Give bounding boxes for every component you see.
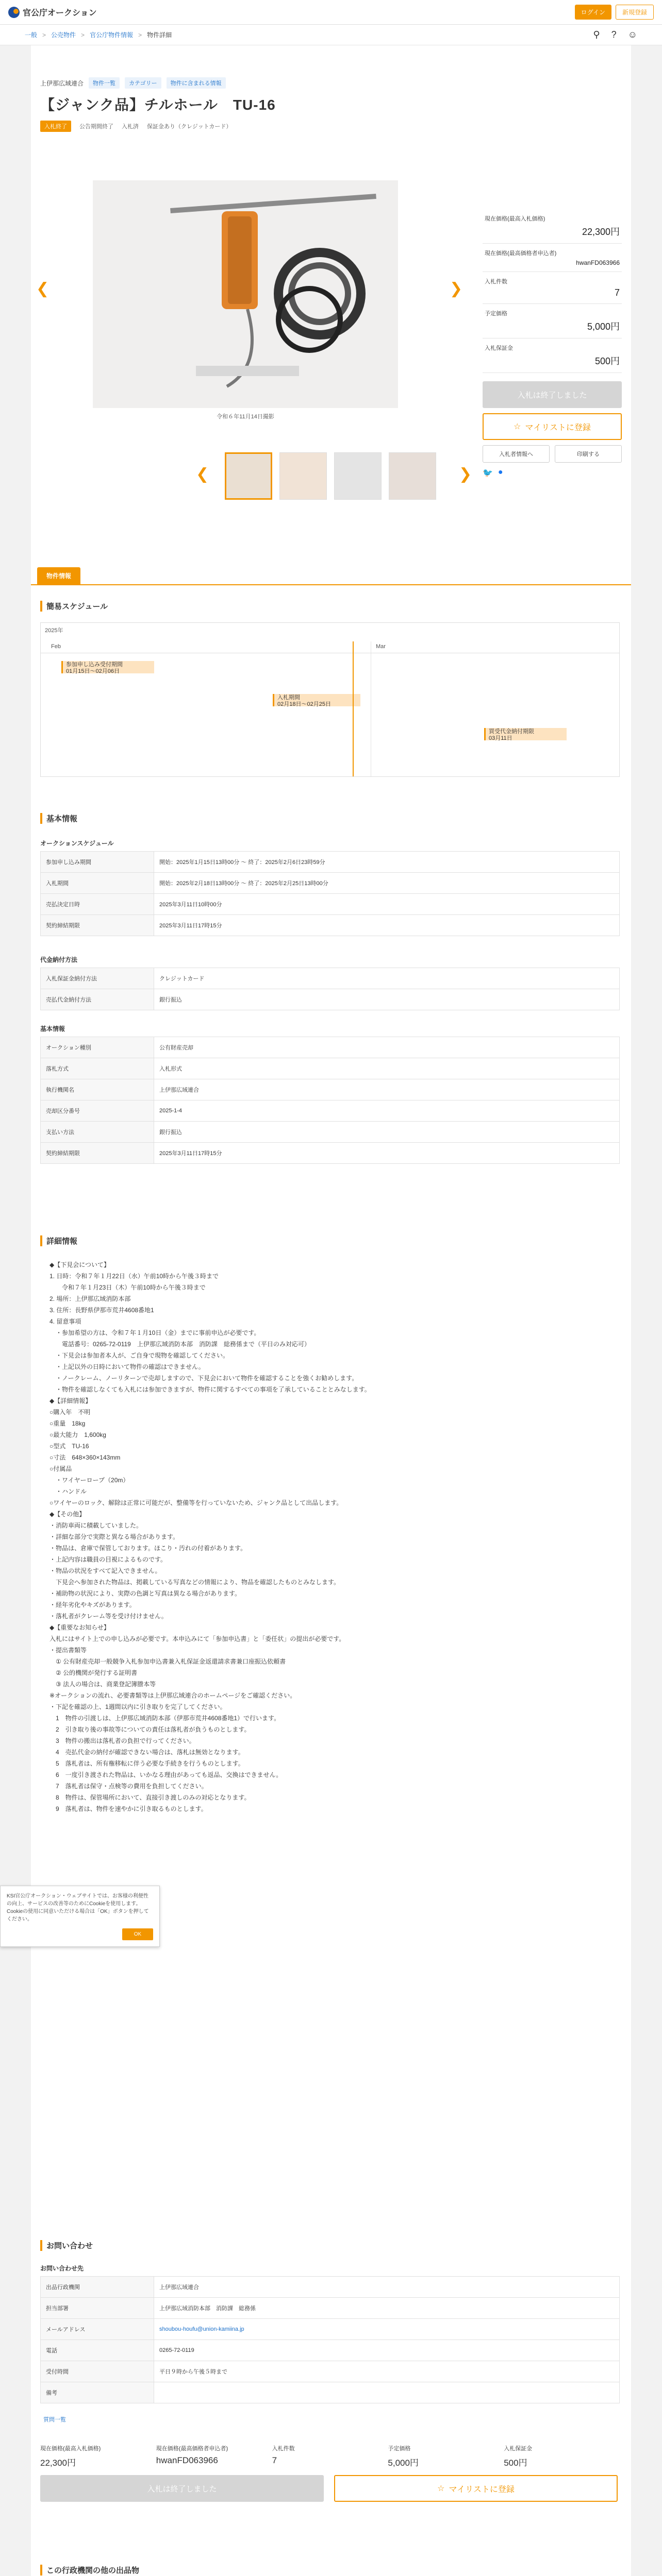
basic-table bbox=[40, 1037, 620, 1164]
table-key: 担当部署 bbox=[41, 2298, 154, 2319]
basic-info-section bbox=[31, 808, 631, 1220]
status-badge: 入札終了 bbox=[40, 121, 71, 132]
table-key: オークション種別 bbox=[41, 1037, 154, 1058]
gantt-bar-application bbox=[61, 661, 154, 673]
table-key: メールアドレス bbox=[41, 2319, 154, 2340]
bidder-value: hwanFD063966 bbox=[576, 259, 620, 266]
meta-label: 保証金あり（クレジットカード） bbox=[147, 124, 232, 130]
table-key: 契約締結期限 bbox=[41, 915, 154, 936]
site-name: 官公庁オークション bbox=[23, 9, 97, 18]
group-title: オークションスケジュール bbox=[40, 840, 114, 847]
mylist-label: マイリストに登録 bbox=[449, 2485, 515, 2494]
cookie-text: KSI官公庁オークション・ウェブサイトでは、お客様の利便性の向上、サービスの改善等のためにCookieを使用します。Cookieの使用に同意いただける場合は「OK」ボタンを押してください。 bbox=[7, 1893, 149, 1922]
table-value: 0265-72-0119 bbox=[154, 2340, 620, 2361]
table-value: クレジットカード bbox=[154, 968, 620, 989]
table-key: 売払代金納付方法 bbox=[41, 989, 154, 1010]
deposit-row bbox=[483, 338, 622, 373]
summary-value: 22,300円 bbox=[40, 2458, 76, 2468]
user-icon[interactable]: ☺ bbox=[627, 29, 637, 40]
schedule-section bbox=[31, 591, 631, 792]
group-title: 代金納付方法 bbox=[40, 956, 78, 963]
table-value: 入札形式 bbox=[154, 1058, 620, 1079]
summary-value: hwanFD063966 bbox=[156, 2455, 218, 2465]
thumbnail[interactable] bbox=[389, 452, 436, 500]
summary-label: 現在価格(最高入札価格) bbox=[40, 2446, 101, 2452]
section-title: 簡易スケジュール bbox=[40, 601, 108, 612]
table-key: 落札方式 bbox=[41, 1058, 154, 1079]
table-value: 平日９時から午後５時まで bbox=[154, 2361, 620, 2382]
chevron-left-icon[interactable]: ❮ bbox=[36, 280, 49, 297]
other-items-section bbox=[31, 2560, 631, 2576]
section-title: お問い合わせ bbox=[40, 2240, 93, 2251]
summary-value: 7 bbox=[272, 2455, 277, 2465]
meta-label: 公告期間終了 bbox=[79, 124, 113, 130]
cookie-ok-button[interactable]: OK bbox=[122, 1928, 153, 1940]
bid-closed-button[interactable]: 入札は終了しました bbox=[40, 2475, 324, 2502]
mylist-label: マイリストに登録 bbox=[525, 423, 591, 432]
summary-item bbox=[272, 2444, 388, 2468]
payment-table bbox=[40, 968, 620, 1010]
meta-label: 入札済 bbox=[122, 124, 139, 130]
breadcrumb: 一般 > 公売物件 > 官公庁物件情報 > 物件詳細 ⚲ ? ☺ bbox=[0, 25, 662, 45]
table-value: 銀行振込 bbox=[154, 1122, 620, 1143]
bid-count-row bbox=[483, 272, 622, 304]
table-key: 出品行政機関 bbox=[41, 2277, 154, 2298]
star-icon: ☆ bbox=[514, 422, 521, 431]
table-key: 参加申し込み期間 bbox=[41, 852, 154, 873]
site-logo[interactable] bbox=[8, 6, 97, 18]
breadcrumb-item[interactable]: 官公庁物件情報 bbox=[90, 31, 134, 39]
section-title: 詳細情報 bbox=[40, 1235, 77, 1246]
group-title: 基本情報 bbox=[40, 1025, 65, 1032]
bidder-label: 現在価格(最高価格者申込者) bbox=[485, 250, 557, 257]
summary-item bbox=[40, 2444, 156, 2468]
summary-label: 入札保証金 bbox=[504, 2446, 533, 2452]
section-title: 基本情報 bbox=[40, 813, 77, 824]
org-name: 上伊那広域連合 bbox=[40, 79, 84, 87]
print-link[interactable]: 印刷する bbox=[555, 445, 622, 463]
summary-label: 入札件数 bbox=[272, 2446, 295, 2452]
schedule-gantt bbox=[40, 622, 620, 777]
table-value: 上伊那広域連合 bbox=[154, 1079, 620, 1100]
table-key: 入札期間 bbox=[41, 873, 154, 894]
group-title: お問い合わせ先 bbox=[40, 2265, 84, 2272]
table-value: 2025年3月11日17時15分 bbox=[154, 1143, 620, 1164]
table-value bbox=[154, 2382, 620, 2403]
cookie-banner bbox=[0, 1886, 160, 1947]
inquiry-section bbox=[31, 2235, 631, 2441]
bid-summary-bar bbox=[31, 2426, 631, 2518]
summary-item bbox=[388, 2444, 504, 2468]
price-row bbox=[483, 209, 622, 244]
gantt-year: 2025年 bbox=[45, 628, 63, 634]
summary-value: 500円 bbox=[504, 2458, 527, 2468]
category-chip[interactable]: カテゴリー bbox=[125, 77, 161, 89]
table-value: 2025-1-4 bbox=[154, 1100, 620, 1122]
gantt-bar-label: 参加申し込み受付期間 bbox=[66, 662, 123, 668]
gantt-bar-bidding bbox=[273, 694, 360, 706]
gantt-bar-range: 03月11日 bbox=[489, 735, 512, 741]
summary-item bbox=[504, 2444, 620, 2468]
main-photo bbox=[93, 180, 398, 408]
thumbnail[interactable] bbox=[279, 452, 327, 500]
table-value: 開始：2025年2月18日13時00分 ～ 終了：2025年2月25日13時00分 bbox=[154, 873, 620, 894]
category-chip[interactable]: 物件に含まれる情報 bbox=[167, 77, 226, 89]
page-title: 【ジャンク品】チルホール TU-16 bbox=[40, 97, 276, 113]
table-value: 2025年3月11日10時00分 bbox=[154, 894, 620, 915]
price-label: 現在価格(最高入札価格) bbox=[485, 216, 545, 222]
summary-value: 5,000円 bbox=[388, 2458, 419, 2468]
summary-item bbox=[156, 2444, 272, 2468]
bid-closed-button[interactable]: 入札は終了しました bbox=[483, 381, 622, 408]
table-value: 公有財産売却 bbox=[154, 1037, 620, 1058]
thumbnail-strip bbox=[225, 452, 436, 500]
photo-caption: 令和６年11月14日撮影 bbox=[217, 414, 274, 420]
register-button[interactable]: 新規登録 bbox=[616, 5, 654, 20]
table-key: 入札保証金納付方法 bbox=[41, 968, 154, 989]
thumbnail[interactable] bbox=[334, 452, 382, 500]
bidder-row bbox=[483, 244, 622, 272]
star-icon: ☆ bbox=[437, 2484, 445, 2493]
gantt-bar-payment bbox=[484, 728, 567, 740]
inquiry-table bbox=[40, 2276, 620, 2403]
reserve-value: 5,000円 bbox=[587, 321, 620, 332]
price-panel bbox=[483, 209, 622, 478]
winch-photo bbox=[93, 180, 398, 408]
bidder-info-link[interactable]: 入札者情報へ bbox=[483, 445, 550, 463]
gantt-bar-range: 02月18日～02月25日 bbox=[277, 701, 331, 707]
main-content bbox=[31, 45, 631, 2576]
summary-label: 予定価格 bbox=[388, 2446, 411, 2452]
table-value: 開始：2025年1月15日13時00分 ～ 終了：2025年2月6日23時59分 bbox=[154, 852, 620, 873]
table-key: 備考 bbox=[41, 2382, 154, 2403]
today-marker bbox=[353, 641, 354, 776]
logo-mark-icon bbox=[8, 7, 20, 18]
add-mylist-button[interactable] bbox=[483, 413, 622, 440]
table-value: 上伊那広域消防本部 消防課 総務係 bbox=[154, 2298, 620, 2319]
facebook-icon[interactable]: ● bbox=[498, 468, 503, 477]
email-link[interactable]: shoubou-houfu@union-kamiina.jp bbox=[159, 2326, 244, 2332]
twitter-icon[interactable]: 🐦 bbox=[483, 469, 493, 478]
help-icon[interactable]: ? bbox=[611, 29, 617, 40]
section-title: この行政機関の他の出品物 bbox=[40, 2565, 139, 2575]
thumb-prev-icon[interactable]: ❮ bbox=[196, 466, 209, 483]
category-chip[interactable]: 物件一覧 bbox=[89, 77, 120, 89]
table-key: 売却区分番号 bbox=[41, 1100, 154, 1122]
chevron-right-icon[interactable]: ❯ bbox=[450, 280, 463, 297]
gantt-bar-label: 入札期間 bbox=[277, 694, 300, 701]
question-list-link[interactable]: 質問一覧 bbox=[43, 2417, 66, 2423]
search-icon[interactable]: ⚲ bbox=[593, 29, 600, 40]
table-key: 支払い方法 bbox=[41, 1122, 154, 1143]
breadcrumb-item[interactable]: 公売物件 bbox=[51, 31, 76, 39]
thumbnail[interactable] bbox=[225, 452, 272, 500]
deposit-label: 入札保証金 bbox=[485, 345, 513, 351]
site-header bbox=[0, 0, 662, 25]
table-key: 受付時間 bbox=[41, 2361, 154, 2382]
reserve-label: 予定価格 bbox=[485, 311, 507, 317]
login-button[interactable]: ログイン bbox=[575, 5, 611, 20]
thumb-next-icon[interactable]: ❯ bbox=[459, 466, 472, 483]
price-value: 22,300円 bbox=[582, 227, 620, 237]
deposit-value: 500円 bbox=[594, 356, 620, 366]
gantt-bar-range: 01月15日～02月06日 bbox=[66, 668, 120, 674]
table-key: 売払決定日時 bbox=[41, 894, 154, 915]
breadcrumb-current: 物件詳細 bbox=[147, 31, 172, 39]
summary-label: 現在価格(最高価格者申込者) bbox=[156, 2446, 228, 2452]
add-mylist-button[interactable] bbox=[334, 2475, 618, 2502]
breadcrumb-item[interactable]: 一般 bbox=[25, 31, 38, 39]
tab-item-info[interactable]: 物件情報 bbox=[37, 567, 80, 584]
table-value: 銀行振込 bbox=[154, 989, 620, 1010]
tab-bar bbox=[31, 565, 631, 585]
table-key: 電話 bbox=[41, 2340, 154, 2361]
table-key: 執行機関名 bbox=[41, 1079, 154, 1100]
gantt-month: Mar bbox=[376, 643, 386, 650]
table-value: 上伊那広域連合 bbox=[154, 2277, 620, 2298]
detail-text: ◆【下見会について】 1. 日時：令和７年１月22日（水）午前10時から午後３時まで 令和７年１月23日（木）午前10時から午後３時まで 2. 場所：上伊那広域消防本部 3. 住所：長野県伊那市荒井4608番地1 4. 留意事項 ・参加希望の方は、令和７年１月10日（金）までに事前申込が必要です。 電話番号：0265-72-0119 上伊那広域消防本部 消防課 総務係まで（平日のみ対応可） ・下見会は参加者本人が、ご自身で現物を確認してください。 ・上記以外の日時において物件の確認はできません。 ・ノークレーム、ノーリターンで売却しますので、下見会において物件を確認することを強くお勧めします。 ・物件を確認しなくても入札には参加できますが、物件に関するすべての事項を了承していることとみなします。 ◆【詳細情報】 ○購入年 不明 ○重量 18kg ○最大能力 1,600kg ○型式 TU-16 ○寸法 648×360×143mm ○付属品 ・ワイヤーロープ（20m） ・ハンドル ○ワイヤーのロック、解除は正常に可能だが、整備等を行っていないため、ジャンク品として出品します。 ◆【その他】 ・消防車両に積載していました。 ・詳細な部分で実際と異なる場合があります。 ・物品は、倉庫で保管しております。ほこり・汚れの付着があります。 ・上記内容は職員の目視によるものです。 ・物品の状況をすべて記入できません。 下見会へ参加された物品は、掲載している写真などの情報により、物品を確認したものとみなします。 ・補助物の状況により、実際の色調と写真は異なる場合があります。 ・経年劣化やキズがあります。 ・落札者がクレーム等を受け付けません。 ◆【重要なお知らせ】 入札にはサイト上での申し込みが必要です。本申込みにて「参加申込書」と「委任状」の提出が必要です。 ・提出書類等 ① 公有財産売却一般競争入札参加申込書兼入札保証金返還請求書兼口座振込依頼書 ② 公的機関が発行する証明書 ③ 法人の場合は、商業登記簿謄本等 ※オークションの流れ、必要書類等は上伊那広域連合のホームページをご確認ください。 ・下記を確認の上、1週間以内に引き取りを完了してください。 1 物件の引渡しは、上伊那広域消防本部（伊那市荒井4608番地1）で行います。 2 引き取り後の事故等についての責任は落札者が負うものとします。 3 物件の搬出は落札者の負担で行ってください。 4 売払代金の納付が確認できない場合は、落札は無効となります。 5 落札者は、所有権移転に伴う必要な手続きを行うものとします。 6 一度引き渡された物品は、いかなる理由があっても返品、交換はできません。 7 落札者は保守・点検等の費用を負担してください。 8 物件は、保管場所において、直接引き渡しのみの対応となります。 9 落札者は、物件を速やかに引き取るものとします。 bbox=[49, 1261, 371, 1812]
gantt-bar-label: 買受代金納付期限 bbox=[489, 728, 534, 735]
table-value: 2025年3月11日17時15分 bbox=[154, 915, 620, 936]
reserve-row bbox=[483, 304, 622, 338]
detail-section bbox=[31, 1230, 631, 2199]
schedule-table bbox=[40, 851, 620, 936]
bid-count-label: 入札件数 bbox=[485, 279, 507, 285]
table-key: 契約締結期限 bbox=[41, 1143, 154, 1164]
gantt-month: Feb bbox=[51, 643, 61, 650]
bid-count-value: 7 bbox=[614, 287, 620, 298]
